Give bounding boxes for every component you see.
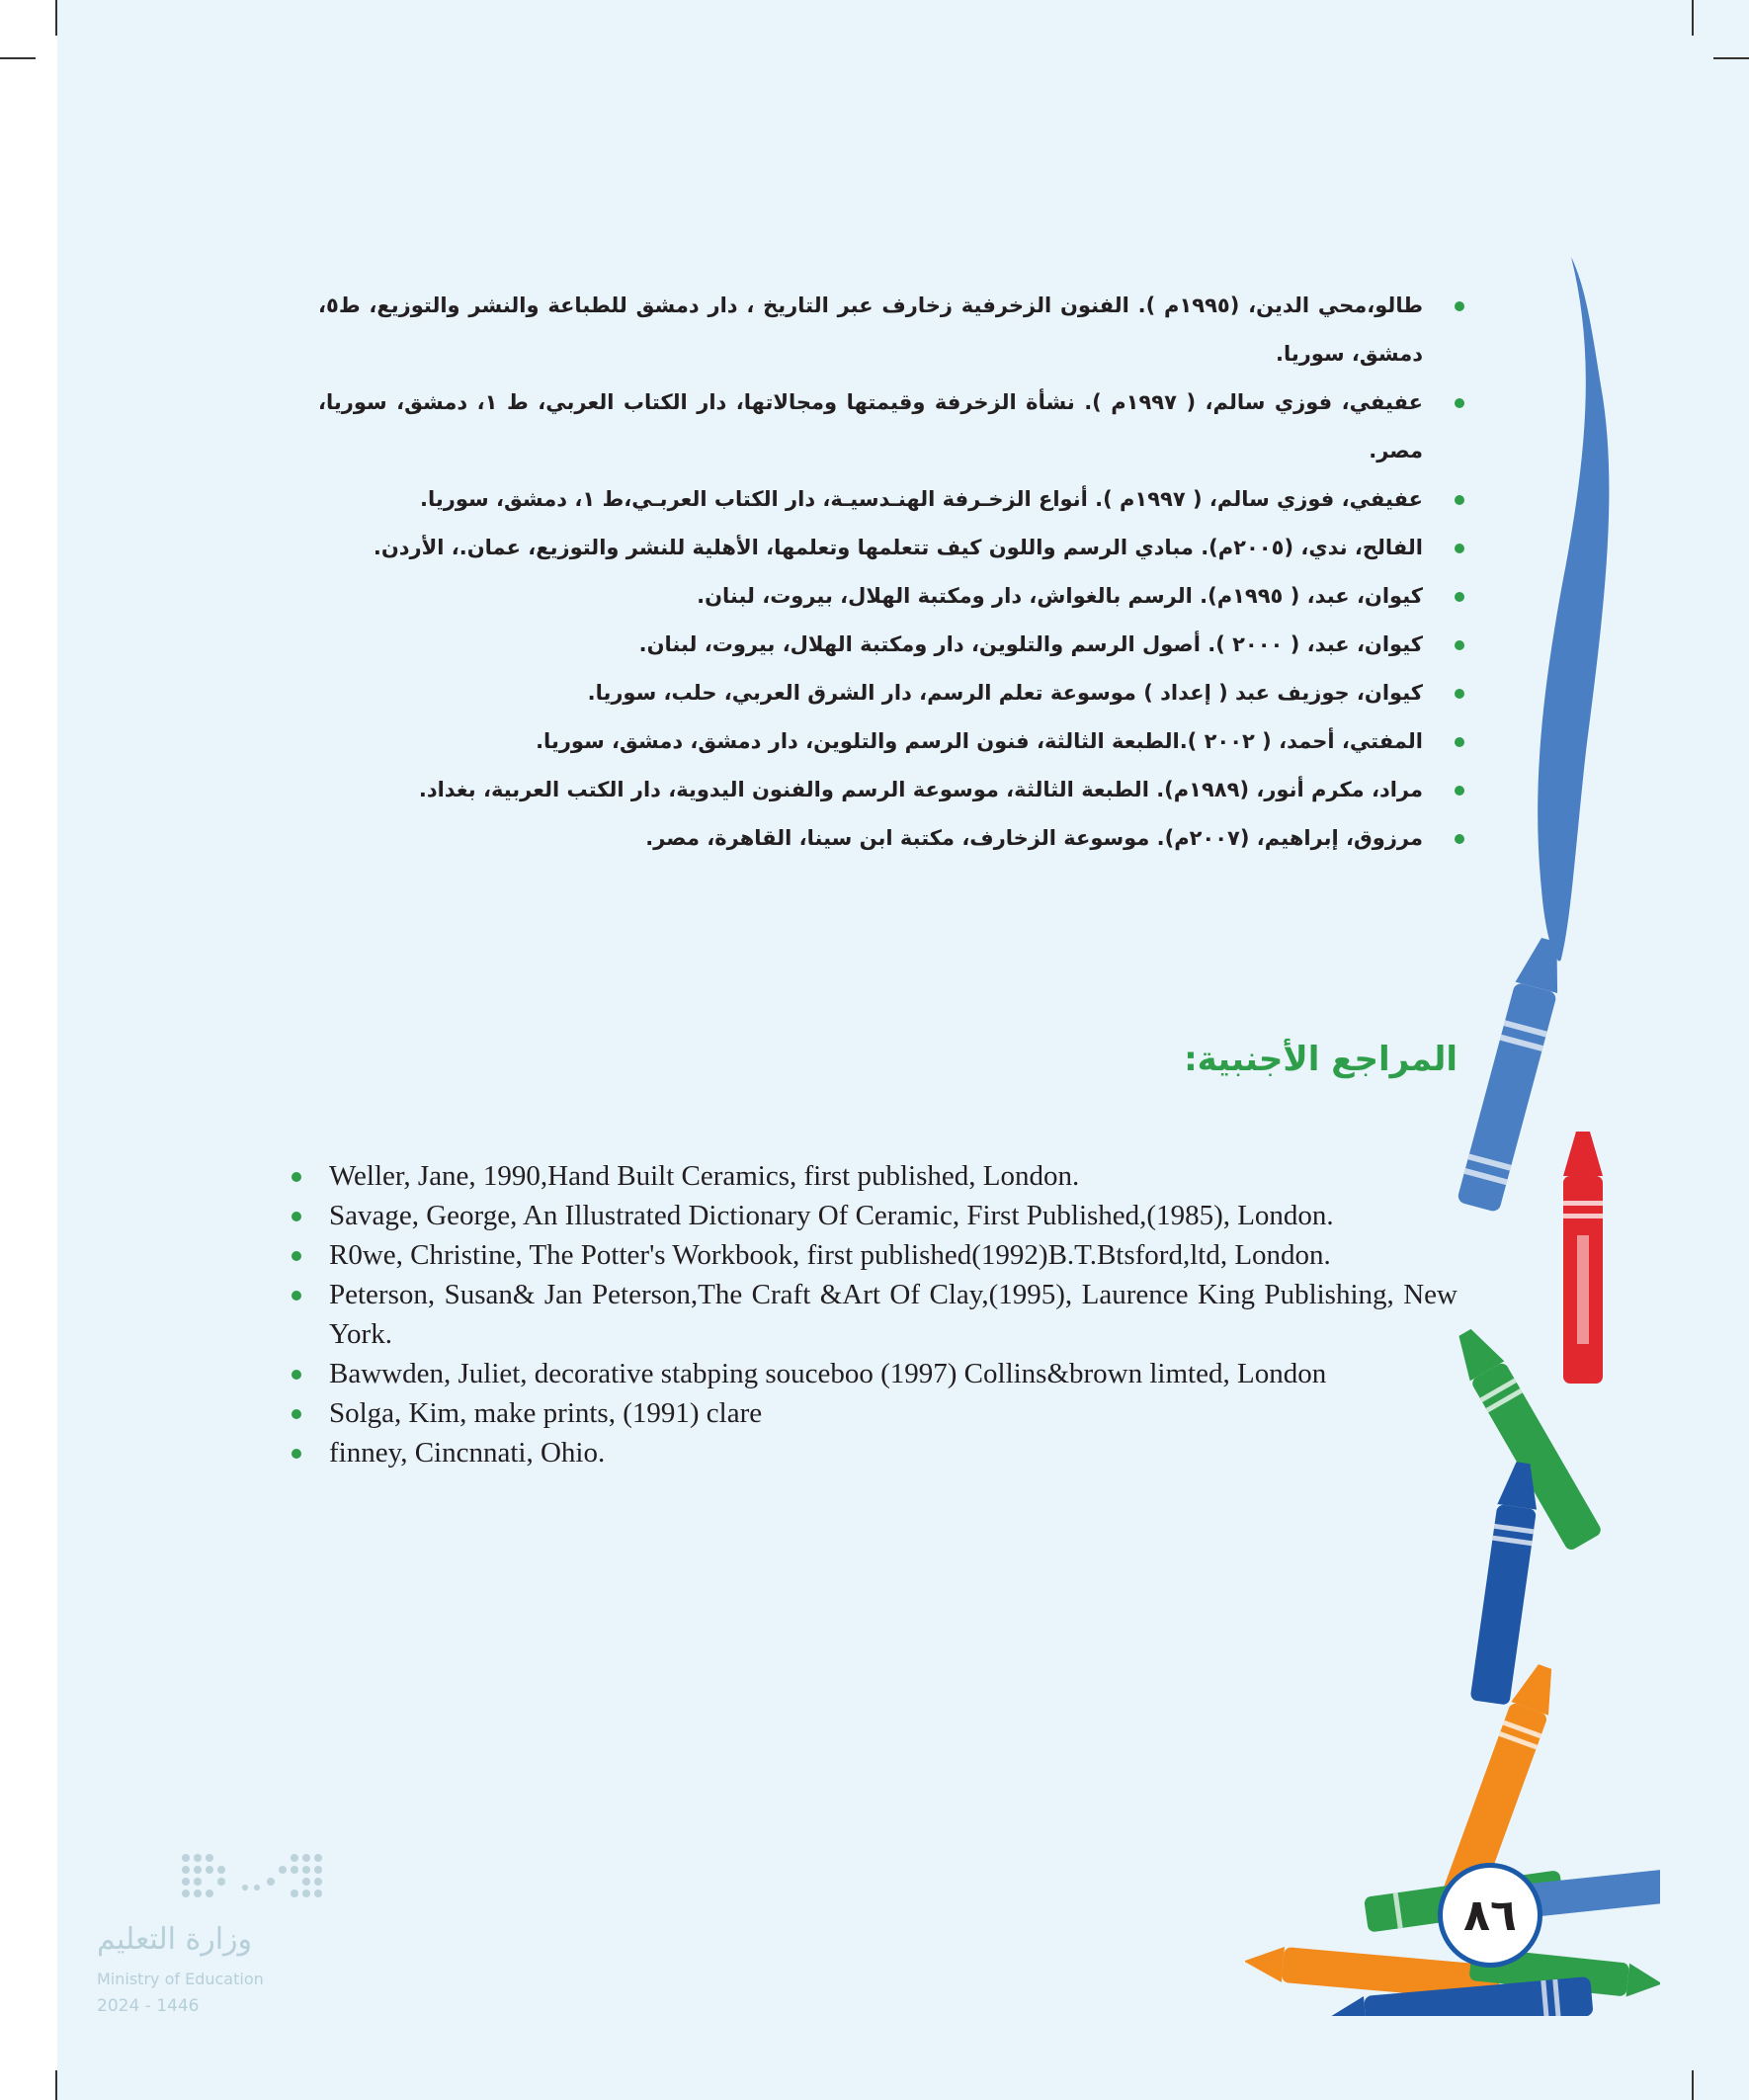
- reference-text: Weller, Jane, 1990,Hand Built Ceramics, first published, London.: [329, 1160, 1080, 1192]
- bullet-icon: [292, 1370, 301, 1380]
- reference-text: عفيفي، فوزي سالم، ( ١٩٩٧م ). أنواع الزخـرفة الهنـدسيـة، دار الكتاب العربـي،ط ١، دمشق، سوريا.: [420, 487, 1423, 511]
- list-item: [292, 1196, 1458, 1235]
- reference-text: كيوان، جوزيف عبد ( إعداد ) موسوعة تعلم الرسم، دار الشرق العربي، حلب، سوريا.: [587, 681, 1423, 705]
- crop-mark: [55, 2070, 57, 2100]
- reference-text: المفتي، أحمد، ( ٢٠٠٢ ).الطبعة الثالثة، فنون الرسم والتلوين، دار دمشق، دمشق، سوريا.: [536, 729, 1423, 753]
- bullet-icon: [1455, 786, 1464, 796]
- bullet-icon: [292, 1172, 301, 1182]
- reference-text: مرزوق، إبراهيم، (٢٠٠٧م). موسوعة الزخارف، مكتبة ابن سينا، القاهرة، مصر.: [645, 826, 1423, 850]
- crayon-blue: [1457, 934, 1570, 1213]
- crayon-red: [1563, 1132, 1603, 1384]
- reference-text: Bawwden, Juliet, decorative stabping souceboo (1997) Collins&brown limted, London: [329, 1358, 1327, 1389]
- crop-mark: [1713, 57, 1749, 59]
- bullet-icon: [1455, 737, 1464, 747]
- crop-mark: [55, 0, 57, 36]
- ministry-name-arabic: وزارة التعليم: [97, 1922, 253, 1957]
- reference-text: كيوان، عبد، ( ٢٠٠٠ ). أصول الرسم والتلوين، دار ومكتبة الهلال، بيروت، لبنان.: [638, 632, 1423, 656]
- list-item: [318, 766, 1464, 814]
- list-item: [318, 524, 1464, 572]
- list-item: [318, 814, 1464, 863]
- list-item: [318, 572, 1464, 621]
- list-item: [292, 1433, 1458, 1472]
- bullet-icon: [292, 1291, 301, 1301]
- bullet-icon: [1455, 592, 1464, 602]
- list-item: [292, 1393, 1458, 1433]
- ministry-name-english: Ministry of Education: [97, 1970, 264, 1988]
- reference-text: طالو،محي الدين، (١٩٩٥م ). الفنون الزخرفية زخارف عبر التاريخ ، دار دمشق للطباعة والنشر والتوزيع، ط٥، دمشق، سوريا.: [318, 294, 1423, 366]
- list-item: [318, 475, 1464, 524]
- crayon-navy: [1470, 1460, 1543, 1705]
- bullet-icon: [292, 1409, 301, 1419]
- reference-text: Peterson, Susan& Jan Peterson,The Craft &Art Of Clay,(1995), Laurence King Publishing, New York.: [329, 1279, 1458, 1350]
- bullet-icon: [1455, 640, 1464, 650]
- arabic-references-list: [318, 282, 1464, 863]
- list-item: [318, 621, 1464, 669]
- page-number: ٨٦: [1438, 1863, 1542, 1968]
- crop-mark: [1692, 2070, 1694, 2100]
- bullet-icon: [292, 1449, 301, 1459]
- crop-mark: [1692, 0, 1694, 36]
- list-item: [292, 1275, 1458, 1354]
- list-item: [318, 378, 1464, 475]
- reference-text: كيوان، عبد، ( ١٩٩٥م). الرسم بالغواش، دار ومكتبة الهلال، بيروت، لبنان.: [697, 584, 1423, 608]
- paint-streak: [1538, 257, 1609, 961]
- list-item: [292, 1235, 1458, 1275]
- bullet-icon: [1455, 544, 1464, 553]
- bullet-icon: [1455, 301, 1464, 311]
- english-references-list: [292, 1156, 1458, 1472]
- list-item: [292, 1156, 1458, 1196]
- bullet-icon: [292, 1212, 301, 1221]
- ministry-year: 2024 - 1446: [97, 1996, 200, 2016]
- reference-text: مراد، مكرم أنور، (١٩٨٩م). الطبعة الثالثة، موسوعة الرسم والفنون اليدوية، دار الكتب العربية، بغداد.: [418, 778, 1423, 801]
- bullet-icon: [1455, 689, 1464, 699]
- bullet-icon: [1455, 834, 1464, 844]
- list-item: [318, 717, 1464, 766]
- reference-text: Savage, George, An Illustrated Dictionary Of Ceramic, First Published,(1985), London.: [329, 1200, 1334, 1231]
- foreign-references-heading: المراجع الأجنبية:: [1184, 1040, 1458, 1079]
- bullet-icon: [1455, 398, 1464, 408]
- reference-text: عفيفي، فوزي سالم، ( ١٩٩٧م ). نشأة الزخرفة وقيمتها ومجالاتها، دار الكتاب العربي، ط ١، دمشق، سوريا، مصر.: [318, 390, 1423, 462]
- list-item: [318, 282, 1464, 378]
- reference-text: R0we, Christine, The Potter's Workbook, first published(1992)B.T.Btsford,ltd, London.: [329, 1239, 1331, 1271]
- list-item: [292, 1354, 1458, 1393]
- bullet-icon: [1455, 495, 1464, 505]
- crop-mark: [0, 57, 36, 59]
- bullet-icon: [292, 1251, 301, 1261]
- reference-text: Solga, Kim, make prints, (1991) clare: [329, 1397, 763, 1429]
- list-item: [318, 669, 1464, 717]
- reference-text: finney, Cincnnati, Ohio.: [329, 1437, 606, 1469]
- reference-text: الفالح، ندي، (٢٠٠٥م). مبادي الرسم واللون كيف تتعلمها وتعلمها، الأهلية للنشر والتوزيع، عمان.، الأردن.: [373, 536, 1423, 559]
